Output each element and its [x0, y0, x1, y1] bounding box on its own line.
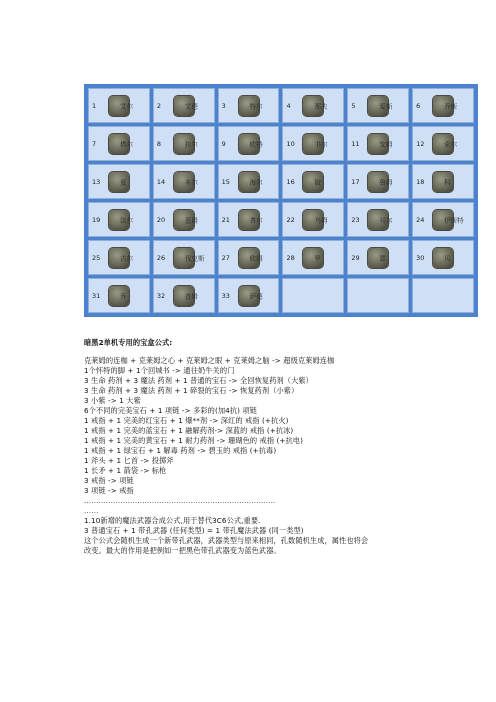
rune-cell — [282, 240, 344, 275]
rune-cell — [88, 202, 150, 237]
rune-cell — [282, 164, 344, 199]
rune-name: 罗 — [314, 254, 321, 262]
rune-name: 塔尔 — [120, 140, 133, 148]
rune-name: 安姆 — [379, 140, 393, 148]
rune-number: 19 — [92, 215, 101, 224]
rune-name: 古尔 — [120, 254, 133, 262]
rune-name: 伊斯特 — [444, 216, 464, 224]
text-line: 3 戒指 -> 项链 — [84, 476, 134, 485]
text-line: 1 戒指 + 1 绿宝石 + 1 解毒 药剂 -> 碧玉的 戒指 (+抗毒) — [84, 446, 277, 455]
rune-number: 24 — [416, 215, 425, 224]
rune-name: 那夫 — [314, 102, 328, 110]
text-line: 3 小紫 -> 1 大紫 — [84, 396, 141, 405]
rune-cell — [282, 202, 344, 237]
text-line: 6个不同的完美宝石 + 1 项链 -> 多彩的(加4抗) 项链 — [84, 406, 257, 415]
rune-number: 22 — [286, 215, 295, 224]
rune-cell — [347, 240, 409, 275]
rune-cell — [412, 202, 474, 237]
rune-cell — [412, 88, 474, 123]
rune-name: 伐克斯 — [184, 254, 205, 262]
rune-cell — [153, 164, 215, 199]
rune-name: 海尔 — [249, 178, 263, 186]
rune-number: 11 — [351, 139, 360, 148]
empty-cell — [282, 278, 344, 313]
rune-name: 索尔 — [444, 140, 458, 148]
rune-number: 4 — [286, 101, 291, 110]
rune-cell — [88, 88, 150, 123]
rune-number: 8 — [156, 139, 161, 148]
rune-cell — [153, 88, 215, 123]
rune-cell — [88, 126, 150, 161]
text-line: 改变。最大的作用是把例如一把黑色带孔武器变为蓝色武器。 — [84, 546, 281, 555]
text-line: 3 生命 药剂 + 3 魔法 药剂 + 1 普通的宝石 -> 全回恢复药剂（大紫） — [84, 376, 313, 385]
text-line: 3 生命 药剂 + 3 魔法 药剂 + 1 碎裂的宝石 -> 恢复药剂（小紫） — [84, 386, 299, 395]
rune-name: 拉尔 — [184, 140, 198, 148]
rune-name: 鲁姆 — [379, 178, 393, 186]
rune-cell — [282, 88, 344, 123]
rune-number: 29 — [351, 253, 360, 262]
rune-cell — [218, 126, 280, 161]
rune-name: 欧姆 — [249, 254, 263, 262]
rune-number: 33 — [221, 291, 230, 300]
rune-cell — [153, 240, 215, 275]
rune-cell — [88, 164, 150, 199]
rune-cell — [282, 126, 344, 161]
recipe-list-2 — [84, 516, 484, 556]
rune-name: 艾德 — [184, 102, 198, 110]
rune-name: 贝 — [444, 254, 451, 262]
rune-grid — [84, 84, 478, 317]
rune-name: 书尔 — [314, 140, 328, 148]
divider-dots-tail: ...... — [84, 507, 99, 515]
rune-cell — [347, 202, 409, 237]
rune-name: 查姆 — [184, 292, 198, 300]
rune-cell — [218, 164, 280, 199]
rune-number: 17 — [351, 177, 360, 186]
divider-dots: ............................................................................... — [84, 497, 276, 505]
text-line: 这个公式会随机生成一个新带孔武器，武器类型与原来相同，孔数随机生成，属性也将会 — [84, 536, 369, 545]
text-line: 1 长矛 + 1 箭袋 -> 标枪 — [84, 466, 167, 475]
rune-cell — [347, 126, 409, 161]
rune-number: 27 — [221, 253, 230, 262]
rune-number: 16 — [286, 177, 295, 186]
rune-name: 法尔 — [120, 216, 133, 224]
rune-cell — [153, 126, 215, 161]
rune-name: 夏 — [120, 178, 127, 186]
empty-cell — [347, 278, 409, 313]
text-line: 克莱姆的连枷 + 克莱姆之心 + 克莱姆之眼 + 克莱姆之脑 -> 超级克莱姆连枷 — [84, 356, 335, 365]
rune-number: 12 — [416, 139, 425, 148]
rune-name: 瑟 — [379, 254, 386, 262]
rune-name: 马尔 — [379, 216, 393, 224]
rune-number: 26 — [156, 253, 166, 262]
rune-cell — [218, 88, 280, 123]
rune-name: 蓝姆 — [184, 216, 198, 224]
text-line: 3 普通宝石 + 1 带孔武器 (任何类型) = 1 带孔魔法武器 (同一类型) — [84, 526, 304, 535]
text-line: 1个怀特的脚 + 1个回城书 -> 通往奶牛关的门 — [84, 366, 235, 375]
heading: 暗黑2单机专用的宝盒公式: — [84, 338, 173, 347]
rune-number: 6 — [416, 101, 421, 110]
rune-cell — [347, 88, 409, 123]
recipe-list — [84, 356, 484, 496]
text-line: 1 戒指 + 1 完美的黄宝石 + 1 耐力药剂 -> 珊瑚色的 戒指 (+抗电) — [84, 436, 303, 445]
rune-cell — [412, 126, 474, 161]
rune-number: 18 — [416, 177, 425, 186]
rune-number: 25 — [92, 253, 101, 262]
text-line: 3 项链 -> 戒指 — [84, 486, 134, 495]
rune-cell — [88, 240, 150, 275]
rune-number: 20 — [156, 215, 166, 224]
rune-name: 破 — [314, 178, 321, 186]
rune-number: 5 — [351, 101, 356, 110]
document-text — [84, 338, 484, 556]
rune-number: 15 — [221, 177, 230, 186]
rune-number: 2 — [156, 101, 161, 110]
text-line: 1 斧头 + 1 匕首 -> 投掷斧 — [84, 456, 174, 465]
rune-number: 23 — [351, 215, 360, 224]
rune-name: 科 — [444, 178, 451, 186]
text-line: 1 戒指 + 1 完美的红宝石 + 1 爆**剂 -> 深红的 戒指 (+抗火) — [84, 416, 289, 425]
rune-name: 多尔 — [184, 178, 198, 186]
rune-name: 乔斯 — [444, 102, 458, 110]
rune-name: 乌姆 — [314, 216, 328, 224]
rune-cell — [412, 164, 474, 199]
empty-cell — [412, 278, 474, 313]
rune-name: 普尔 — [249, 216, 263, 224]
rune-number: 31 — [92, 291, 101, 300]
rune-name: 乔 — [120, 292, 127, 300]
rune-name: 艾尔 — [120, 102, 133, 110]
rune-number: 1 — [92, 101, 97, 110]
rune-name: 爱斯 — [379, 102, 393, 110]
rune-name: 欧特 — [249, 140, 263, 148]
rune-number: 14 — [156, 177, 166, 186]
rune-number: 7 — [92, 139, 97, 148]
rune-number: 13 — [92, 177, 101, 186]
rune-cell — [153, 202, 215, 237]
rune-cell — [88, 278, 150, 313]
rune-cell — [218, 278, 280, 313]
rune-cell — [347, 164, 409, 199]
rune-cell — [412, 240, 474, 275]
rune-name: 萨德 — [249, 292, 263, 300]
rune-name: 特尔 — [249, 102, 263, 110]
rune-number: 10 — [286, 139, 295, 148]
rune-number: 3 — [221, 101, 226, 110]
rune-number: 28 — [286, 253, 295, 262]
rune-number: 9 — [221, 139, 226, 148]
rune-cell — [218, 240, 280, 275]
rune-cell — [218, 202, 280, 237]
rune-cell — [153, 278, 215, 313]
rune-number: 32 — [156, 291, 166, 300]
rune-number: 30 — [416, 253, 425, 262]
text-line: 1.10新增的魔法武器合成公式,用于替代3C6公式,重要. — [84, 516, 261, 525]
rune-number: 21 — [221, 215, 230, 224]
text-line: 1 戒指 + 1 完美的蓝宝石 + 1 融解药剂-> 深蓝的 戒指 (+抗冰) — [84, 426, 294, 435]
